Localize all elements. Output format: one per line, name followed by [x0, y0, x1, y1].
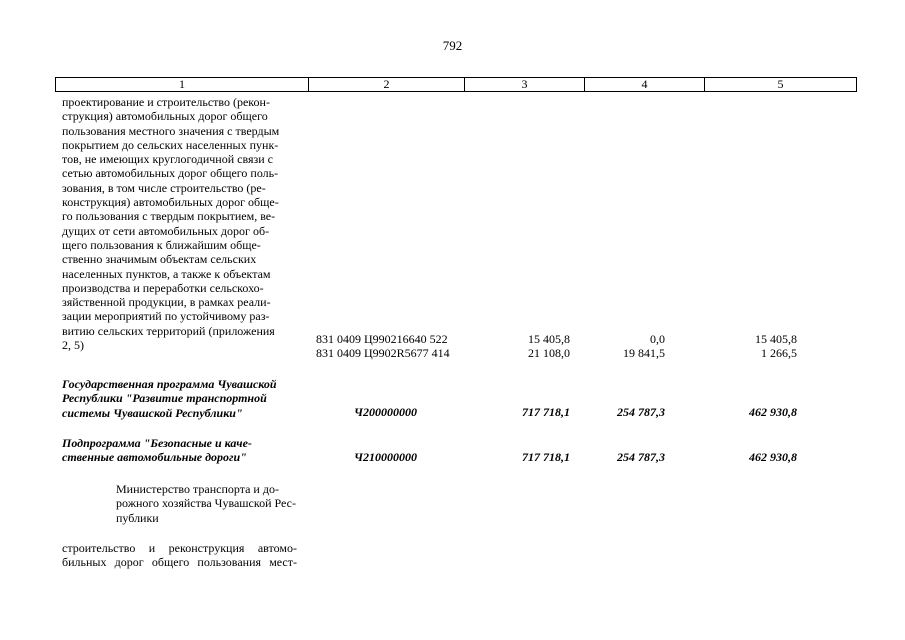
column-header-1: 1 [56, 78, 309, 92]
column-header-5: 5 [705, 78, 857, 92]
column-header-table [55, 77, 857, 92]
text-line: строительство и реконструкция автомо- [62, 541, 297, 555]
amount-col3: 717 718,1 [522, 405, 570, 419]
text-line: бильных дорог общего пользования мест- [62, 555, 297, 570]
text-line: тов, не имеющих круглогодичной связи с [62, 152, 273, 167]
text-line: Республики "Развитие транспортной [62, 391, 267, 406]
text-line: ственные автомобильные дороги" [62, 450, 247, 465]
text-line: проектирование и строительство (рекон- [62, 95, 270, 109]
text-line: покрытием до сельских населенных пунк- [62, 137, 279, 152]
description-block-1 [62, 95, 297, 352]
text-line: публики [116, 510, 159, 525]
budget-code: 831 0409 Ц9902R5677 414 [316, 346, 450, 360]
description-block-2 [62, 541, 297, 570]
amount-col5: 1 266,5 [761, 346, 797, 360]
text-line: сетью автомобильных дорог общего поль- [62, 166, 279, 181]
text-line: струкция) автомобильных дорог общего [62, 109, 268, 124]
amount-col4: 254 787,3 [617, 405, 665, 419]
amount-col3: 21 108,0 [528, 346, 570, 360]
text-line: производства и переработки сельскохо- [62, 280, 264, 295]
text-line: дущих от сети автомобильных дорог об- [62, 223, 270, 238]
text-line: рожного хозяйства Чувашской Рес- [116, 496, 296, 511]
text-line: Подпрограмма "Безопасные и каче- [62, 436, 252, 450]
column-header-row [56, 78, 857, 92]
program-code: Ч200000000 [354, 405, 417, 419]
text-line: го пользования с твердым покрытием, ве- [62, 209, 276, 224]
column-header-3: 3 [465, 78, 585, 92]
text-line: системы Чувашской Республики" [62, 405, 243, 420]
amount-col3: 717 718,1 [522, 450, 570, 464]
text-line: ственно значимым объектам сельских [62, 252, 257, 267]
state-program-title [62, 377, 297, 420]
text-line: зования, в том числе строительство (ре- [62, 180, 266, 195]
text-line: конструкция) автомобильных дорог обще- [62, 195, 279, 210]
amount-col5: 15 405,8 [755, 332, 797, 346]
text-line: населенных пунктов, а также к объектам [62, 266, 271, 281]
column-header-2: 2 [309, 78, 465, 92]
amount-col4: 0,0 [650, 332, 665, 346]
amount-col5: 462 930,8 [749, 450, 797, 464]
subprogram-title [62, 436, 297, 465]
text-line: 2, 5) [62, 338, 84, 353]
ministry-name [116, 482, 297, 525]
text-line: пользования местного значения с твердым [62, 123, 280, 138]
amount-col4: 19 841,5 [623, 346, 665, 360]
text-line: щего пользования к ближайшим обще- [62, 237, 261, 252]
column-header-4: 4 [585, 78, 705, 92]
amount-col5: 462 930,8 [749, 405, 797, 419]
text-line: Государственная программа Чувашской [62, 377, 277, 391]
amount-col3: 15 405,8 [528, 332, 570, 346]
text-line: Министерство транспорта и до- [116, 482, 279, 496]
text-line: витию сельских территорий (приложения [62, 323, 275, 338]
text-line: зации мероприятий по устойчивому раз- [62, 309, 270, 324]
subprogram-code: Ч210000000 [354, 450, 417, 464]
page-number: 792 [442, 38, 463, 53]
budget-code: 831 0409 Ц990216640 522 [316, 332, 448, 346]
amount-col4: 254 787,3 [617, 450, 665, 464]
text-line: зяйственной продукции, в рамках реали- [62, 295, 271, 310]
